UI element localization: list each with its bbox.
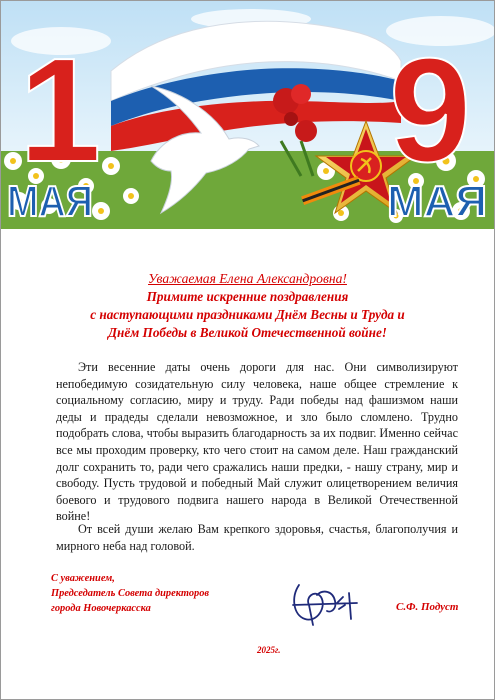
body-paragraph-2: От всей души желаю Вам крепкого здоровья, счастья, благополучия и мирного неба над головой. xyxy=(56,522,458,553)
body-paragraph-1: Эти весенние даты очень дороги для нас. Они символизируют непобедимую созидательную силу человека, наше общее стремление к социальному согласию, миру и труду. Ради победы над фашизмом наши деды и прадеды сделали невозможное, и зло было сломлено. Трудно подобрать слова, чтобы выразить благодарность за их подвиг. Именно сейчас все мы проходим проверку, кто чего стоит на самом деле. Наш гражданский долг сохранить то, ради чего сражались наши предки, - нашу страну, мир и свободу. Пусть трудовой и победный Май служит олицетворением величия боевого и трудового подвига нашего народа в Великой Отечественной войне! xyxy=(56,360,458,524)
month-right-label: МАЯ xyxy=(387,177,487,226)
greeting-line-2: Примите искренние поздравления xyxy=(146,289,349,304)
addressee-line: Уважаемая Елена Александровна! xyxy=(148,271,347,286)
greeting-line-4: Днём Победы в Великой Отечественной войне! xyxy=(108,325,387,340)
signature-name: С.Ф. Подуст xyxy=(396,601,459,613)
month-left-label: МАЯ xyxy=(7,177,93,226)
signature-regards: С уважением, xyxy=(51,573,115,584)
handwritten-signature xyxy=(287,575,367,631)
greeting-line-3: с наступающими праздниками Днём Весны и Труда и xyxy=(90,307,405,322)
signature-city: города Новочеркасска xyxy=(51,603,151,614)
signature-position: Председатель Совета директоров xyxy=(51,588,210,599)
letter-year: 2025г. xyxy=(257,645,281,655)
day-9-number: 9 xyxy=(389,28,472,193)
letter-content xyxy=(1,1,494,699)
day-1-number: 1 xyxy=(19,28,102,193)
